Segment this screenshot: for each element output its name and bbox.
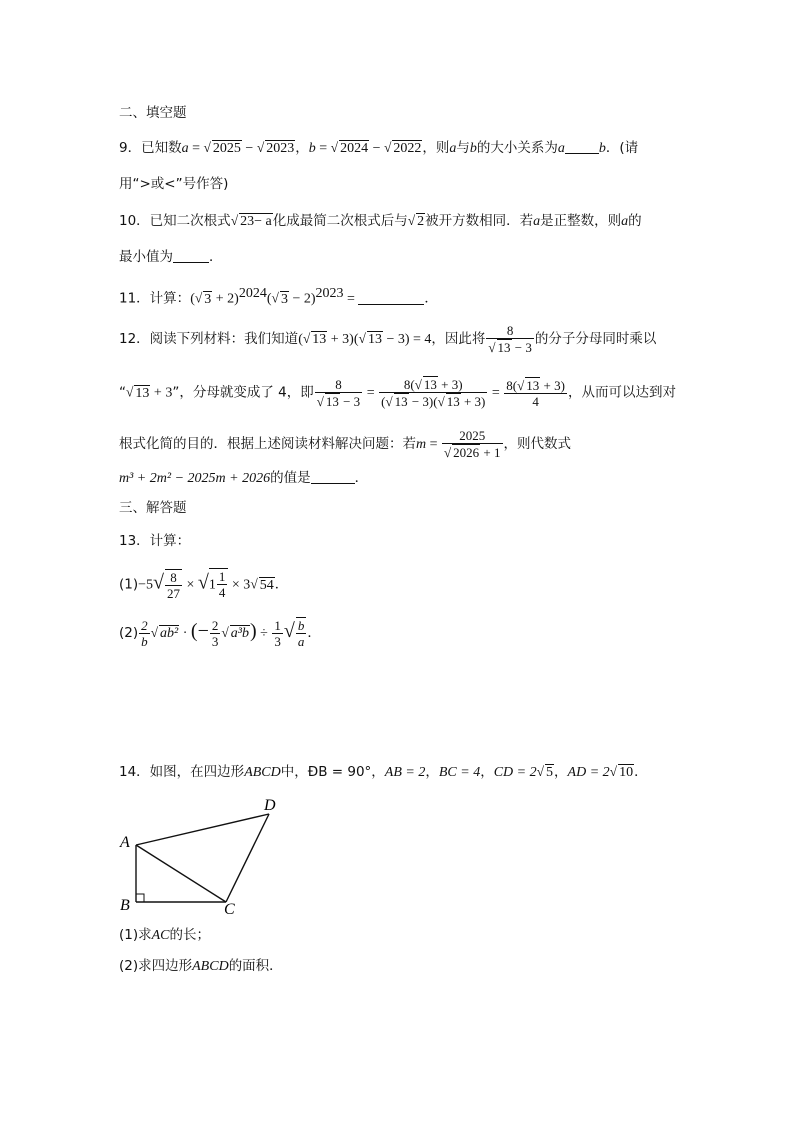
answer-blank[interactable] <box>565 140 599 154</box>
expr: + 3) <box>540 377 565 393</box>
fraction <box>210 618 221 649</box>
question-14-stem <box>119 761 648 784</box>
radicand: 13 <box>394 394 408 409</box>
expr: ( <box>381 394 386 409</box>
question-9-line-1 <box>119 137 638 160</box>
numerator: b <box>297 618 305 633</box>
var-a: a <box>621 214 629 229</box>
radicand: 23− a <box>240 214 272 229</box>
equals: = <box>188 141 204 156</box>
paren: ( <box>190 291 195 307</box>
question-10-line-1 <box>119 210 642 233</box>
radicand: 13 <box>497 340 511 355</box>
q14-text: (1)求 <box>119 927 152 943</box>
paren: ( <box>266 291 272 307</box>
question-11 <box>119 283 438 311</box>
sqrt-sign: √ <box>330 140 339 155</box>
numerator: 2 <box>211 617 219 633</box>
minus: − <box>369 141 384 156</box>
denominator: b <box>141 633 148 649</box>
question-13-title: 13．计算： <box>119 533 191 549</box>
q10-text: 化成最简二次根式后与 <box>272 213 408 229</box>
sqrt-sign: √ <box>385 394 393 409</box>
sqrt-sign: √ <box>126 384 134 400</box>
radicand: 2023 <box>266 141 295 156</box>
sqrt-sign: √ <box>437 394 445 409</box>
period: ． <box>209 249 223 265</box>
fraction <box>504 377 567 409</box>
sqrt-sign: √ <box>230 213 239 228</box>
paren: ) <box>250 620 257 642</box>
sqrt-sign: √ <box>250 576 258 592</box>
q10-text: 10．已知二次根式 <box>119 213 231 229</box>
denominator: a <box>297 634 305 649</box>
segment-ad <box>136 814 269 845</box>
divide: ÷ <box>256 626 272 641</box>
dot: · <box>179 626 191 641</box>
q12-text: 根式化简的目的．根据上述阅读材料解决问题：若 <box>119 436 416 452</box>
q12-text: ”，分母就变成了 4，即 <box>172 384 314 401</box>
expr: − 3 <box>339 393 361 409</box>
sqrt-sign: √ <box>609 764 618 779</box>
var-a: a <box>533 214 541 229</box>
radicand: 10 <box>619 765 634 780</box>
part-label: (2) <box>119 625 139 641</box>
radicand: a³b <box>230 626 249 641</box>
question-12-line-3 <box>119 428 571 460</box>
denominator: 4 <box>532 393 539 409</box>
fraction <box>296 617 307 649</box>
comma: ， <box>295 140 309 156</box>
quad-name: ABCD <box>244 765 281 780</box>
section-title-fill: 二、填空题 <box>119 105 187 121</box>
radicand: 13 <box>312 332 327 347</box>
q11-text: 11．计算： <box>119 290 191 307</box>
radicand: ab² <box>160 626 179 641</box>
expr: 8( <box>506 377 518 393</box>
expr: + 3)( <box>327 332 359 347</box>
sqrt-sign: √ <box>194 290 203 306</box>
radicand: 13 <box>135 385 150 401</box>
paren: (− <box>190 620 209 642</box>
comma: ， <box>425 764 439 780</box>
exponent: 2023 <box>315 286 344 301</box>
sqrt-sign: √ <box>203 140 211 155</box>
fraction <box>315 377 362 409</box>
radicand: 2022 <box>393 141 422 156</box>
numerator: 2025 <box>442 428 502 444</box>
answer-blank[interactable] <box>173 249 209 263</box>
radicand: 13 <box>446 394 460 409</box>
numerator <box>379 376 487 393</box>
expr: + 2) <box>212 291 239 307</box>
quote: “ <box>119 384 126 401</box>
q14-text: 的面积． <box>228 958 283 974</box>
numerator: 8 <box>315 377 362 393</box>
sqrt-sign: √ <box>358 331 366 346</box>
sqrt-sign: √ <box>488 340 496 355</box>
fraction <box>379 376 487 409</box>
q10-text: 被开方数相同．若 <box>425 213 534 229</box>
fraction <box>217 569 228 600</box>
sqrt-sign: √ <box>150 625 159 640</box>
question-12-line-1 <box>119 323 656 355</box>
period: ． <box>424 290 438 307</box>
whole: 1 <box>208 577 216 593</box>
fraction <box>442 428 502 460</box>
radicand: 54 <box>259 577 274 593</box>
given-ad: AD = 2 <box>567 765 610 780</box>
quadrilateral-figure <box>118 792 298 917</box>
question-14-part-2 <box>119 955 283 978</box>
answer-blank[interactable] <box>311 470 355 484</box>
expr: − 3 <box>511 340 532 355</box>
q12-text: ，则代数式 <box>503 436 572 452</box>
sqrt-sign: √ <box>383 140 392 155</box>
radicand: 13 <box>423 377 437 392</box>
radicand: 2024 <box>340 141 369 156</box>
expr: 8( <box>403 377 415 392</box>
radicand <box>209 568 229 600</box>
denominator <box>486 339 533 355</box>
numerator <box>504 377 567 394</box>
sqrt-sign: √ <box>414 377 422 392</box>
question-14-part-1 <box>119 924 210 947</box>
q12-text: 的分子分母同时乘以 <box>534 331 657 347</box>
equals: = <box>343 291 359 307</box>
period: ． <box>307 625 321 641</box>
var-b: b <box>308 141 316 156</box>
var-a: a <box>181 141 189 156</box>
segment-cd <box>226 814 269 902</box>
section-title-solve: 三、解答题 <box>119 500 187 516</box>
radicand: 13 <box>367 332 382 347</box>
label-a: A <box>120 834 130 851</box>
var-b: b <box>598 141 606 156</box>
question-9-line-2: 用“>或<”号作答) <box>119 176 229 192</box>
sqrt-sign: √ <box>271 290 279 306</box>
period: ． <box>274 576 289 593</box>
exponent: 2024 <box>238 286 267 301</box>
sqrt-sign: √ <box>536 764 545 779</box>
part-label: (1) <box>119 576 139 593</box>
numerator: 2 <box>141 617 148 633</box>
sqrt-sign: √ <box>221 625 229 640</box>
expr: − 3)( <box>408 394 438 409</box>
times: × 3 <box>228 577 251 593</box>
denominator <box>442 444 502 460</box>
label-b: B <box>120 897 130 914</box>
label-c: C <box>224 901 235 917</box>
period: ． <box>354 470 369 486</box>
equals: = <box>426 437 442 452</box>
sqrt-sign: √ <box>517 377 525 393</box>
sqrt-sign: √ <box>407 213 416 228</box>
sqrt-sign: √ <box>153 571 165 594</box>
sqrt-sign: √ <box>197 571 209 594</box>
q14-text: 中，ÐB = 90°， <box>280 764 385 780</box>
var-m: m <box>416 437 427 452</box>
q12-text: 的值是 <box>270 470 311 486</box>
radicand: 13 <box>325 393 339 409</box>
numerator: 8 <box>486 323 533 339</box>
radicand: 5 <box>546 765 554 780</box>
q9-text: 与 <box>456 140 470 156</box>
expr: + 3 <box>150 385 173 401</box>
radicand: 2026 <box>453 445 480 460</box>
radicand: 3 <box>280 291 288 307</box>
comma: ， <box>480 764 494 780</box>
denominator: 3 <box>211 633 219 649</box>
label-d: D <box>264 797 276 814</box>
q14-text: (2)求四边形 <box>119 958 193 974</box>
sqrt-sign: √ <box>316 393 324 409</box>
equals: = <box>315 141 331 156</box>
q12-text: ，因此将 <box>431 331 486 347</box>
given-cd: CD = 2 <box>493 765 537 780</box>
equals: = <box>363 385 379 401</box>
numerator: 1 <box>218 569 226 584</box>
q10-text: 的 <box>628 213 642 229</box>
radicand: 13 <box>526 377 540 393</box>
expr: + 3) <box>460 394 486 409</box>
given-ab: AB = 2 <box>384 765 426 780</box>
question-13-part-2 <box>119 617 321 649</box>
paren: ( <box>298 332 303 347</box>
q9-text: ．(请 <box>605 140 639 156</box>
denominator: 27 <box>167 585 181 601</box>
question-12-line-4 <box>119 467 368 490</box>
fraction <box>486 323 533 355</box>
denominator <box>315 393 362 409</box>
q10-text: 是正整数，则 <box>540 213 622 229</box>
segment-name: AC <box>151 928 170 943</box>
given-bc: BC = 4 <box>438 765 481 780</box>
period: ． <box>634 764 648 780</box>
sqrt-sign: √ <box>256 140 265 155</box>
question-12-line-2 <box>119 376 676 409</box>
radicand: 3 <box>204 291 212 307</box>
q10-text: 最小值为 <box>119 249 173 265</box>
expression: m³ + 2m² − 2025m + 2026 <box>119 471 271 486</box>
sqrt-sign: √ <box>283 620 295 642</box>
expr: − 3) = 4 <box>382 332 432 347</box>
expr: −5 <box>138 577 154 593</box>
fraction <box>272 618 283 649</box>
minus: − <box>241 141 257 156</box>
q12-text: ，从而可以达到对 <box>567 384 676 401</box>
answer-blank[interactable] <box>358 291 424 305</box>
var-b: b <box>469 141 477 156</box>
segment-ac <box>136 845 226 902</box>
quad-name: ABCD <box>192 959 229 974</box>
radicand: 2 <box>417 214 425 229</box>
q12-text: 12．阅读下列材料：我们知道 <box>119 331 299 347</box>
denominator: 3 <box>274 633 281 649</box>
right-angle-mark <box>136 894 144 902</box>
q9-text: 9．已知数 <box>119 140 182 156</box>
question-13-part-1 <box>119 568 288 601</box>
var-a: a <box>557 141 565 156</box>
times: × <box>183 577 198 593</box>
sqrt-sign: √ <box>444 445 452 460</box>
expr: − 2) <box>288 291 316 307</box>
expr: + 3) <box>437 377 463 392</box>
question-10-line-2 <box>119 246 223 268</box>
q9-text: 的大小关系为 <box>476 140 558 156</box>
denominator <box>379 393 487 409</box>
q9-text: ，则 <box>422 140 450 156</box>
q14-text: 14．如图，在四边形 <box>119 764 245 780</box>
equals: = <box>488 385 504 401</box>
var-a: a <box>449 141 457 156</box>
q14-text: 的长； <box>169 927 211 943</box>
expr: + 1 <box>480 445 501 460</box>
radicand: 2025 <box>212 141 241 156</box>
comma: ， <box>554 764 568 780</box>
fraction <box>165 569 182 601</box>
fraction <box>139 618 150 649</box>
sqrt-sign: √ <box>302 331 311 346</box>
numerator: 8 <box>165 570 182 586</box>
numerator: 1 <box>274 617 281 633</box>
denominator: 4 <box>218 585 226 600</box>
